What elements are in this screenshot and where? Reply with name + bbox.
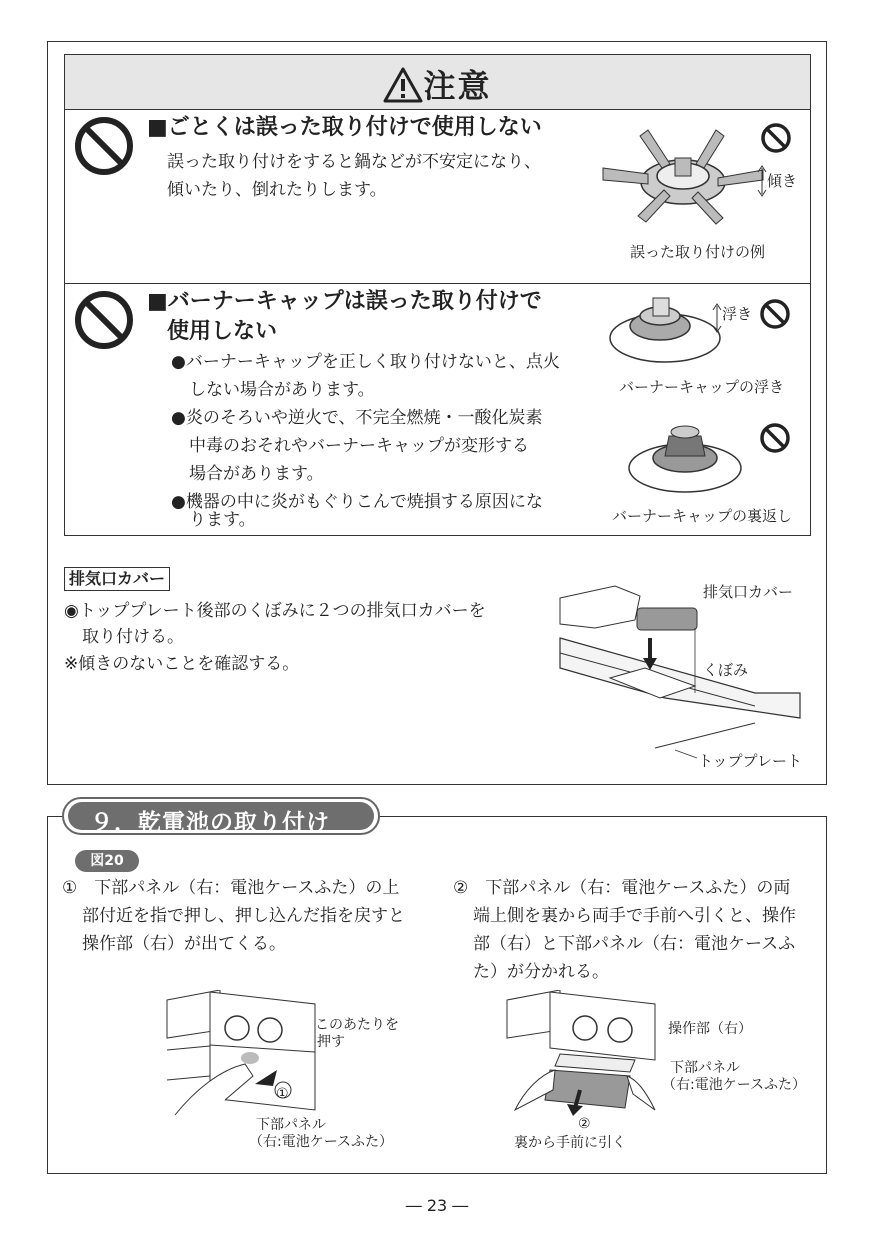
burner-cap-float-illustration <box>605 290 805 368</box>
step2-callout-panel-line2: （右:電池ケースふた） <box>662 1077 807 1093</box>
page-number: ― 23 ― <box>405 1196 469 1215</box>
bullet2-line2: 中毒のおそれやバーナーキャップが変形する <box>189 436 529 456</box>
item2-caption2: バーナーキャップの裏返し <box>612 507 793 525</box>
figure-badge: 図20 <box>75 850 139 872</box>
warning-triangle-icon <box>383 67 423 103</box>
section9-title: ９．乾電池の取り付け <box>90 810 330 836</box>
bullet1-line1: ●バーナーキャップを正しく取り付けないと、点火 <box>171 352 560 372</box>
callout-push-line1: このあたりを <box>315 1017 399 1033</box>
callout-push-line2: 押す <box>317 1034 345 1050</box>
step2-callout-panel-line1: 下部パネル <box>670 1060 740 1076</box>
item2-heading-line2: 使用しない <box>167 319 278 344</box>
caution-header <box>64 54 811 110</box>
bullet3-line1: ●機器の中に炎がもぐりこんで焼損する原因にな <box>171 492 543 512</box>
step1-line1: ① 下部パネル（右：電池ケースふた）の上 <box>62 878 400 898</box>
section9-title-bg <box>68 802 374 836</box>
exhaust-line2: 取り付ける。 <box>82 627 184 647</box>
bullet2-line3: 場合があります。 <box>189 464 324 484</box>
step2-line3: 部（右）と下部パネル（右：電池ケースふ <box>473 934 796 954</box>
tilt-label: 傾き <box>767 172 798 190</box>
callout-op: 操作部（右） <box>668 1021 752 1037</box>
step1-callout-panel-line2: （右:電池ケースふた） <box>249 1134 394 1150</box>
bullet3-line2: ります。 <box>189 510 256 530</box>
item-divider <box>64 283 811 284</box>
exhaust-label: 排気口カバー <box>64 567 170 591</box>
exhaust-cover-illustration <box>555 578 810 773</box>
callout-dent: くぼみ <box>703 661 749 679</box>
callout-top-plate: トッププレート <box>698 752 802 770</box>
burner-cap-reversed-illustration <box>625 418 805 498</box>
item2-heading-line1: ■バーナーキャップは誤った取り付けで <box>147 289 542 314</box>
step2-illustration <box>505 990 665 1120</box>
caution-title-text: 注意 <box>423 67 492 105</box>
step1-number: ① <box>276 1086 289 1102</box>
prohibited-icon <box>74 290 134 350</box>
caution-title <box>65 61 810 107</box>
step1-line3: 操作部（右）が出てくる。 <box>82 934 286 954</box>
item1-line2: 傾いたり、倒れたりします。 <box>167 180 387 200</box>
section9-title-tab <box>62 797 380 835</box>
exhaust-note: ※傾きのないことを確認する。 <box>64 654 300 674</box>
step1-line2: 部付近を指で押し、押し込んだ指を戻すと <box>82 906 405 926</box>
item1-heading: ■ごとくは誤った取り付けで使用しない <box>147 115 542 140</box>
step1-illustration <box>165 990 325 1120</box>
item2-caption1: バーナーキャップの浮き <box>619 378 785 396</box>
step2-line4: た）が分かれる。 <box>473 962 609 982</box>
section9-frame <box>47 816 827 1174</box>
callout-exhaust-cover: 排気口カバー <box>703 583 794 601</box>
float-label: 浮き <box>722 305 753 323</box>
step1-callout-panel-line1: 下部パネル <box>256 1117 326 1133</box>
step2-line2: 端上側を裏から両手で手前へ引くと、操作 <box>473 906 796 926</box>
step2-line1: ② 下部パネル（右：電池ケースふた）の両 <box>453 878 791 898</box>
callout-pull: 裏から手前に引く <box>514 1135 626 1151</box>
item1-caption: 誤った取り付けの例 <box>630 243 766 261</box>
step2-number: ② <box>578 1116 591 1132</box>
item1-line1: 誤った取り付けをすると鍋などが不安定になり、 <box>167 152 541 172</box>
bullet1-line2: しない場合があります。 <box>189 380 375 400</box>
bullet2-line1: ●炎のそろいや逆火で、不完全燃焼・一酸化炭素 <box>171 408 543 428</box>
exhaust-line1: ◉トッププレート後部のくぼみに２つの排気口カバーを <box>64 601 486 621</box>
prohibited-icon <box>74 116 134 176</box>
